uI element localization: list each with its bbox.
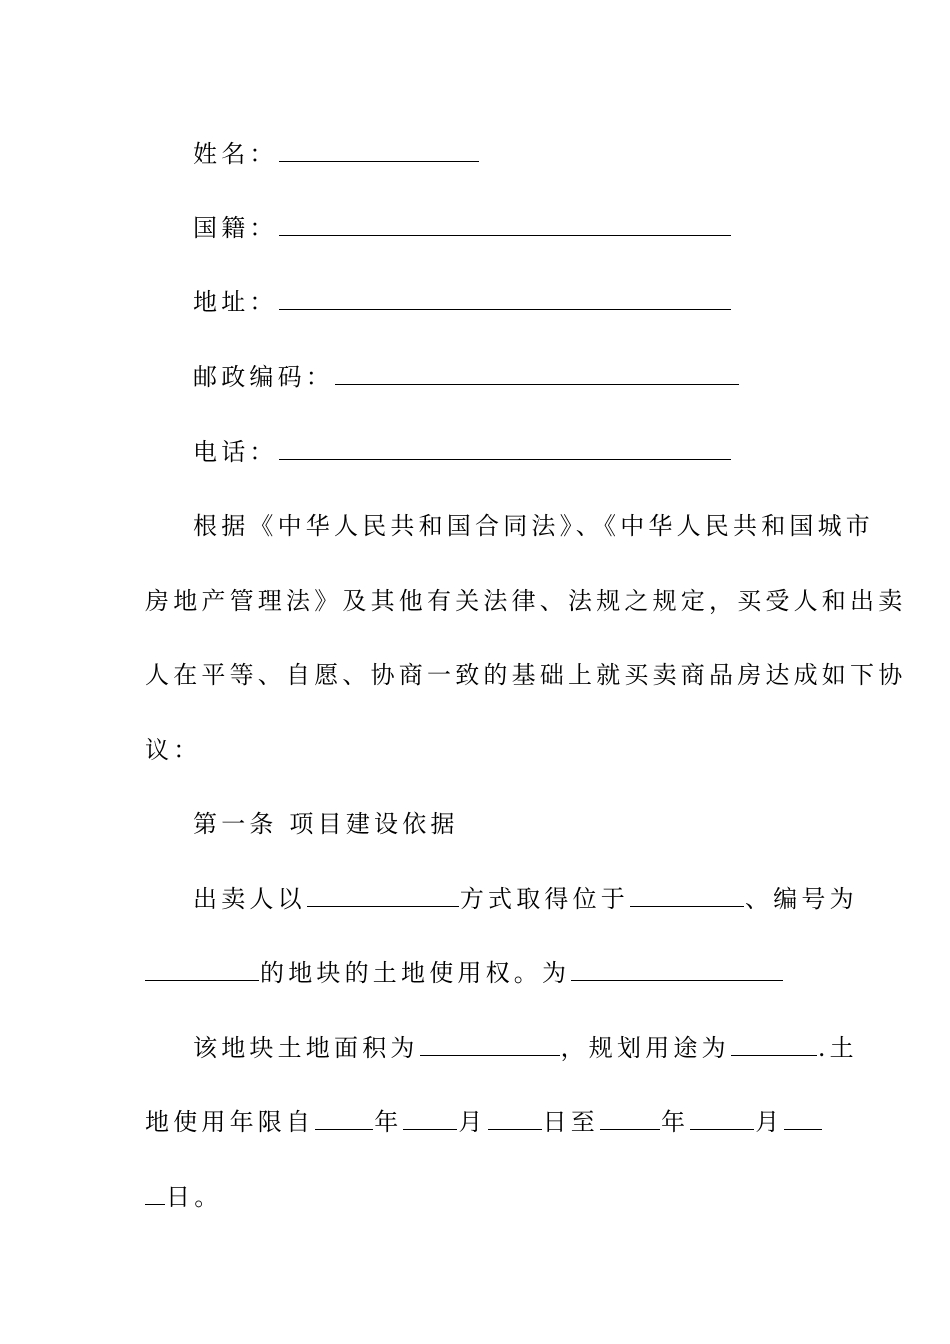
article-1-line-1 (193, 883, 858, 915)
nationality-field-row (193, 212, 858, 244)
purpose-blank[interactable] (571, 964, 783, 981)
land-area-blank[interactable] (420, 1039, 560, 1056)
planned-use-blank[interactable] (731, 1039, 817, 1056)
address-label: 地址： (193, 288, 278, 316)
phone-label: 电话： (193, 438, 278, 466)
phone-blank[interactable] (279, 443, 731, 460)
address-blank[interactable] (279, 293, 731, 310)
text-segment: ，规划用途为 (560, 1034, 730, 1062)
nationality-blank[interactable] (279, 219, 731, 236)
article-1-line-5 (145, 1181, 810, 1213)
text-segment: 出卖人以 (193, 885, 306, 913)
preamble-line-2: 房地产管理法》及其他有关法律、法规之规定，买受人和出卖 (145, 587, 907, 615)
postcode-field-row (193, 361, 858, 393)
text-segment: .土 (817, 1034, 858, 1062)
nationality-label: 国籍： (193, 214, 278, 242)
text-segment: 年 (661, 1108, 690, 1136)
article-1-heading: 第一条 项目建设依据 (193, 810, 459, 838)
postcode-blank[interactable] (335, 368, 739, 385)
end-year-blank[interactable] (600, 1113, 660, 1130)
article-1-line-3 (193, 1032, 858, 1064)
start-year-blank[interactable] (315, 1113, 373, 1130)
text-segment: 月 (755, 1108, 784, 1136)
end-day-blank-part-1[interactable] (784, 1113, 822, 1130)
acquisition-method-blank[interactable] (307, 890, 459, 907)
end-day-blank-part-2[interactable] (145, 1188, 165, 1205)
text-segment: 该地块土地面积为 (193, 1034, 419, 1062)
start-month-blank[interactable] (403, 1113, 457, 1130)
text-segment: 、编号为 (745, 885, 858, 913)
preamble-line-3: 人在平等、自愿、协商一致的基础上就买卖商品房达成如下协 (145, 661, 907, 689)
preamble-line-4: 议： (145, 736, 202, 764)
parcel-number-blank[interactable] (145, 964, 259, 981)
location-blank[interactable] (630, 890, 744, 907)
text-segment: 日。 (166, 1183, 223, 1211)
name-field-row (193, 138, 858, 170)
end-month-blank[interactable] (690, 1113, 754, 1130)
preamble-line-1: 根据《中华人民共和国合同法》、《中华人民共和国城市 (193, 512, 874, 540)
postcode-label: 邮政编码： (193, 363, 334, 391)
name-label: 姓名： (193, 140, 278, 168)
text-segment: 方式取得位于 (459, 885, 630, 913)
text-segment: 年 (374, 1108, 403, 1136)
start-day-blank[interactable] (488, 1113, 542, 1130)
article-1-line-2 (145, 957, 810, 989)
name-blank[interactable] (279, 145, 479, 162)
text-segment: 月 (458, 1108, 487, 1136)
address-field-row (193, 286, 858, 318)
article-1-line-4 (145, 1106, 810, 1138)
text-segment: 地使用年限自 (145, 1108, 315, 1136)
text-segment: 的地块的土地使用权。为 (260, 959, 571, 987)
phone-field-row (193, 436, 858, 468)
text-segment: 日至 (542, 1108, 600, 1136)
